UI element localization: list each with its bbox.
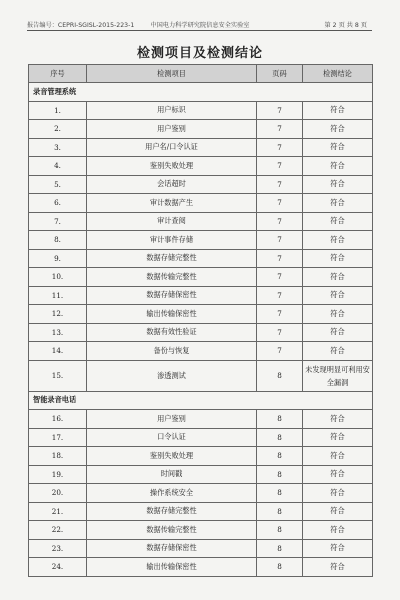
cell-page: 8 — [257, 447, 303, 466]
cell-test-item: 数据传输完整性 — [87, 521, 257, 540]
table-row — [29, 305, 373, 324]
cell-number: 10. — [29, 268, 87, 287]
cell-number: 5. — [29, 175, 87, 194]
cell-result: 符合 — [303, 447, 373, 466]
table-row — [29, 194, 373, 213]
page-title: 检测项目及检测结论 — [136, 46, 263, 61]
table-row — [29, 323, 373, 342]
cell-page: 8 — [257, 539, 303, 558]
cell-number: 17. — [29, 428, 87, 447]
cell-number: 23. — [29, 539, 87, 558]
column-header-page: 页码 — [257, 65, 303, 83]
cell-number: 22. — [29, 521, 87, 540]
cell-page: 8 — [257, 484, 303, 503]
cell-number: 7. — [29, 212, 87, 231]
cell-number: 8. — [29, 231, 87, 250]
cell-test-item: 操作系统安全 — [87, 484, 257, 503]
cell-result: 未发现明显可利用安全漏洞 — [303, 360, 373, 391]
table-row — [29, 428, 373, 447]
cell-result: 符合 — [303, 286, 373, 305]
cell-test-item: 鉴别失败处理 — [87, 157, 257, 176]
cell-number: 13. — [29, 323, 87, 342]
section-row — [29, 391, 373, 410]
column-header-result: 检测结论 — [303, 65, 373, 83]
cell-number: 14. — [29, 342, 87, 361]
cell-result: 符合 — [303, 484, 373, 503]
cell-result: 符合 — [303, 558, 373, 577]
section-heading: 录音管理系统 — [29, 83, 373, 102]
cell-test-item: 用户鉴别 — [87, 410, 257, 429]
cell-result: 符合 — [303, 305, 373, 324]
cell-page: 7 — [257, 231, 303, 250]
cell-result: 符合 — [303, 539, 373, 558]
cell-result: 符合 — [303, 157, 373, 176]
cell-result: 符合 — [303, 231, 373, 250]
cell-number: 4. — [29, 157, 87, 176]
cell-page: 8 — [257, 410, 303, 429]
table-row — [29, 447, 373, 466]
table-row — [29, 360, 373, 391]
table-row — [29, 175, 373, 194]
cell-page: 7 — [257, 286, 303, 305]
cell-result: 符合 — [303, 120, 373, 139]
cell-page: 7 — [257, 268, 303, 287]
cell-test-item: 渗透测试 — [87, 360, 257, 391]
cell-number: 12. — [29, 305, 87, 324]
cell-result: 符合 — [303, 249, 373, 268]
cell-page: 8 — [257, 558, 303, 577]
cell-number: 11. — [29, 286, 87, 305]
section-heading: 智能录音电话 — [29, 391, 373, 410]
cell-test-item: 数据存储保密性 — [87, 286, 257, 305]
cell-result: 符合 — [303, 212, 373, 231]
cell-number: 6. — [29, 194, 87, 213]
cell-test-item: 输出传输保密性 — [87, 558, 257, 577]
cell-result: 符合 — [303, 138, 373, 157]
cell-result: 符合 — [303, 342, 373, 361]
cell-number: 21. — [29, 502, 87, 521]
table-header-row — [29, 65, 373, 83]
cell-page: 7 — [257, 342, 303, 361]
cell-test-item: 用户标识 — [87, 101, 257, 120]
table-row — [29, 484, 373, 503]
table-row — [29, 286, 373, 305]
results-table — [28, 64, 373, 577]
table-row — [29, 101, 373, 120]
cell-result: 符合 — [303, 268, 373, 287]
table-row — [29, 268, 373, 287]
cell-test-item: 用户鉴别 — [87, 120, 257, 139]
header-divider — [27, 30, 372, 31]
cell-number: 1. — [29, 101, 87, 120]
cell-test-item: 审计事件存储 — [87, 231, 257, 250]
cell-page: 7 — [257, 305, 303, 324]
cell-result: 符合 — [303, 521, 373, 540]
cell-page: 7 — [257, 194, 303, 213]
cell-test-item: 时间戳 — [87, 465, 257, 484]
cell-page: 7 — [257, 120, 303, 139]
cell-test-item: 鉴别失败处理 — [87, 447, 257, 466]
column-header-no: 序号 — [29, 65, 87, 83]
cell-number: 19. — [29, 465, 87, 484]
table-row — [29, 157, 373, 176]
cell-result: 符合 — [303, 101, 373, 120]
cell-test-item: 数据有效性验证 — [87, 323, 257, 342]
cell-test-item: 会话超时 — [87, 175, 257, 194]
cell-number: 9. — [29, 249, 87, 268]
cell-result: 符合 — [303, 428, 373, 447]
cell-test-item: 用户名/口令认证 — [87, 138, 257, 157]
table-row — [29, 249, 373, 268]
table-row — [29, 138, 373, 157]
cell-test-item: 审计数据产生 — [87, 194, 257, 213]
cell-test-item: 输出传输保密性 — [87, 305, 257, 324]
cell-page: 7 — [257, 138, 303, 157]
cell-result: 符合 — [303, 194, 373, 213]
table-row — [29, 521, 373, 540]
cell-number: 2. — [29, 120, 87, 139]
cell-page: 8 — [257, 521, 303, 540]
cell-number: 18. — [29, 447, 87, 466]
cell-test-item: 数据存储完整性 — [87, 249, 257, 268]
cell-test-item: 备份与恢复 — [87, 342, 257, 361]
page-number: 第 2 页 共 8 页 — [324, 22, 367, 29]
table-row — [29, 231, 373, 250]
table-row — [29, 342, 373, 361]
cell-result: 符合 — [303, 175, 373, 194]
cell-test-item: 数据传输完整性 — [87, 268, 257, 287]
cell-page: 7 — [257, 212, 303, 231]
cell-number: 3. — [29, 138, 87, 157]
cell-result: 符合 — [303, 410, 373, 429]
table-row — [29, 558, 373, 577]
table-row — [29, 502, 373, 521]
cell-result: 符合 — [303, 502, 373, 521]
cell-page: 8 — [257, 502, 303, 521]
cell-result: 符合 — [303, 465, 373, 484]
column-header-item: 检测项目 — [87, 65, 257, 83]
cell-page: 7 — [257, 101, 303, 120]
cell-page: 7 — [257, 323, 303, 342]
cell-result: 符合 — [303, 323, 373, 342]
table-row — [29, 465, 373, 484]
cell-number: 24. — [29, 558, 87, 577]
cell-number: 15. — [29, 360, 87, 391]
section-row — [29, 83, 373, 102]
cell-number: 16. — [29, 410, 87, 429]
cell-page: 7 — [257, 157, 303, 176]
report-number: 报告编号：CEPRI-SGISL-2015-223-1 — [27, 22, 135, 29]
cell-test-item: 口令认证 — [87, 428, 257, 447]
cell-number: 20. — [29, 484, 87, 503]
table-row — [29, 410, 373, 429]
cell-page: 7 — [257, 249, 303, 268]
cell-test-item: 数据存储完整性 — [87, 502, 257, 521]
cell-test-item: 审计查阅 — [87, 212, 257, 231]
table-body — [29, 83, 373, 577]
organization-name: 中国电力科学研究院信息安全实验室 — [150, 22, 250, 29]
cell-page: 8 — [257, 428, 303, 447]
cell-page: 8 — [257, 360, 303, 391]
table-row — [29, 212, 373, 231]
table-row — [29, 539, 373, 558]
table-row — [29, 120, 373, 139]
cell-page: 8 — [257, 465, 303, 484]
cell-test-item: 数据存储保密性 — [87, 539, 257, 558]
cell-page: 7 — [257, 175, 303, 194]
